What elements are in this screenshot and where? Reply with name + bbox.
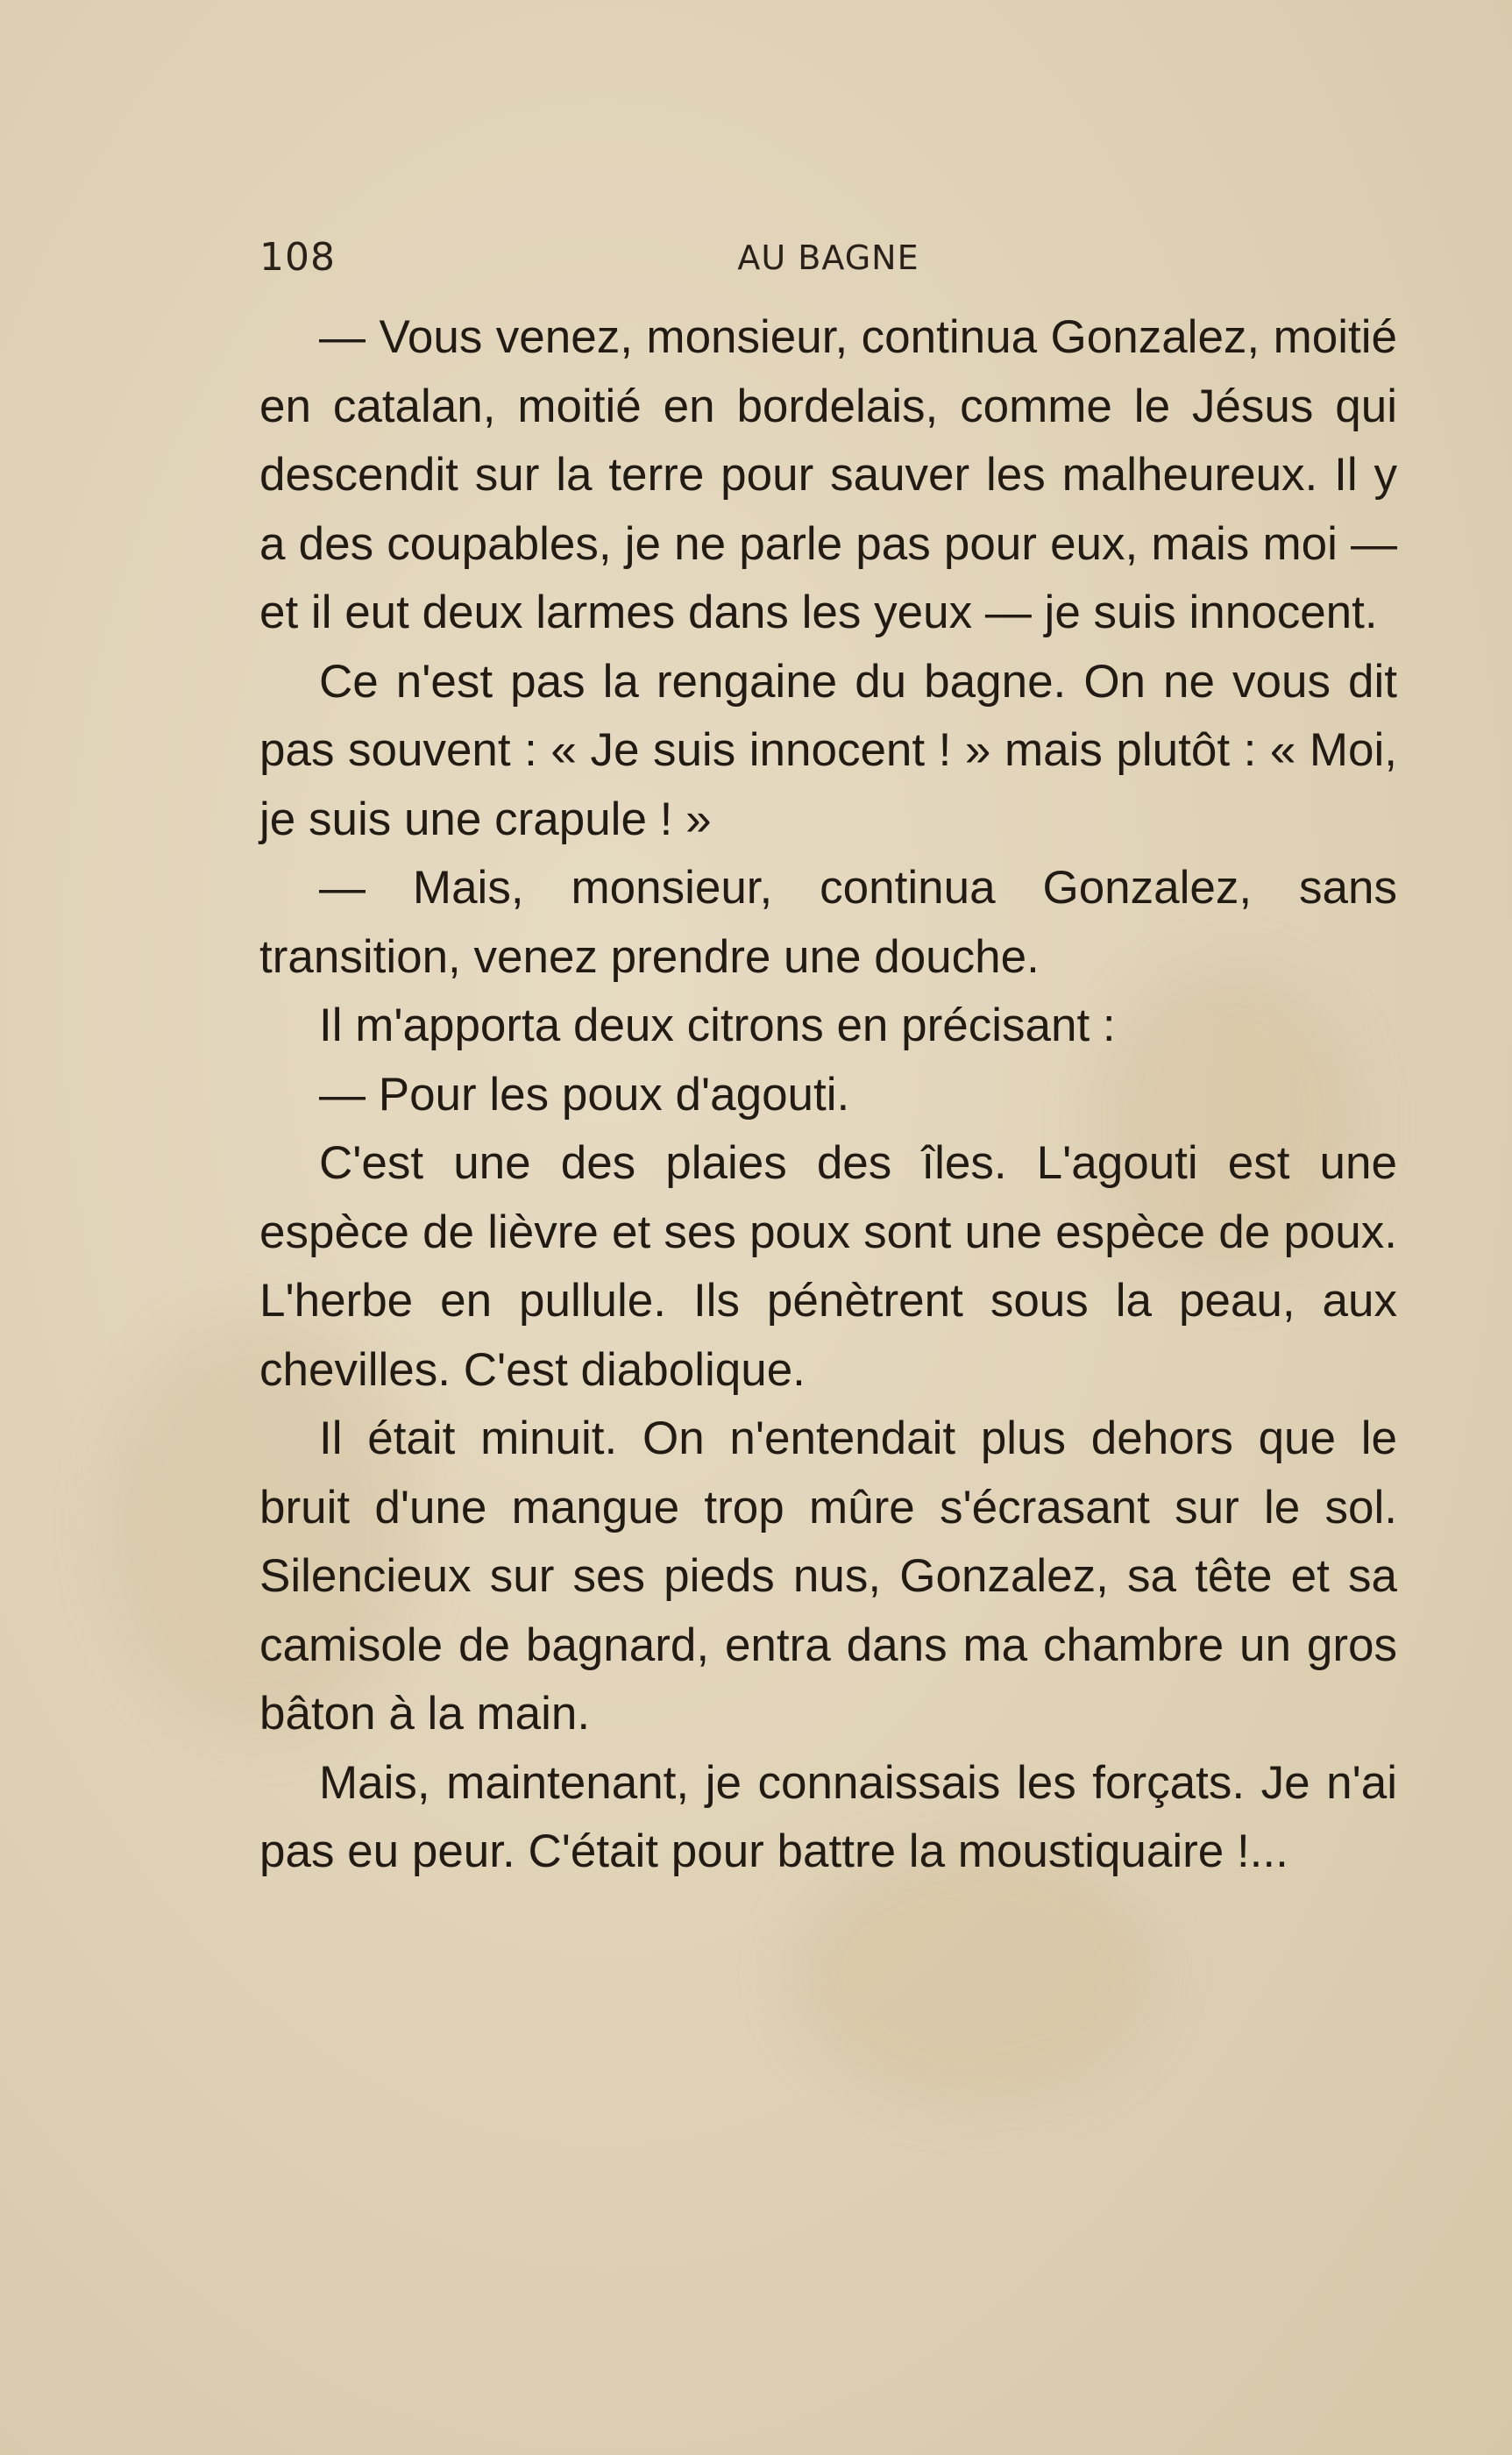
- running-title: AU BAGNE: [737, 238, 919, 277]
- paragraph: — Vous venez, monsieur, continua Gonzalez, moitié en catalan, moitié en bordelais, comme le Jésus qui descendit sur la terre pour sauver les malheureux. Il y a des coupables, je ne parle pas pour eux, mais moi — et il eut deux larmes dans les yeux — je suis innocent.: [259, 311, 1397, 638]
- paragraph: Il était minuit. On n'entendait plus dehors que le bruit d'une mangue trop mûre s'écrasant sur le sol. Silencieux sur ses pieds nus, Gonzalez, sa tête et sa camisole de bagnard, entra dans ma chambre un gros bâton à la main.: [259, 1413, 1397, 1740]
- paragraph: Il m'apporta deux citrons en précisant :: [319, 1000, 1116, 1051]
- body-text: [259, 303, 1397, 1887]
- page-number: 108: [259, 235, 336, 280]
- paragraph: Ce n'est pas la rengaine du bagne. On ne vous dit pas souvent : « Je suis innocent ! » mais plutôt : « Moi, je suis une crapule ! »: [259, 655, 1397, 845]
- running-header: [259, 230, 1397, 286]
- paragraph: C'est une des plaies des îles. L'agouti est une espèce de lièvre et ses poux sont une espèce de poux. L'herbe en pullule. Ils pénètrent sous la peau, aux chevilles. C'est diabolique.: [259, 1137, 1397, 1396]
- paragraph: — Pour les poux d'agouti.: [319, 1068, 850, 1121]
- paragraph: Mais, maintenant, je connaissais les forçats. Je n'ai pas eu peur. C'était pour battre la moustiquaire !...: [259, 1756, 1397, 1877]
- paragraph: — Mais, monsieur, continua Gonzalez, sans transition, venez prendre une douche.: [259, 862, 1397, 983]
